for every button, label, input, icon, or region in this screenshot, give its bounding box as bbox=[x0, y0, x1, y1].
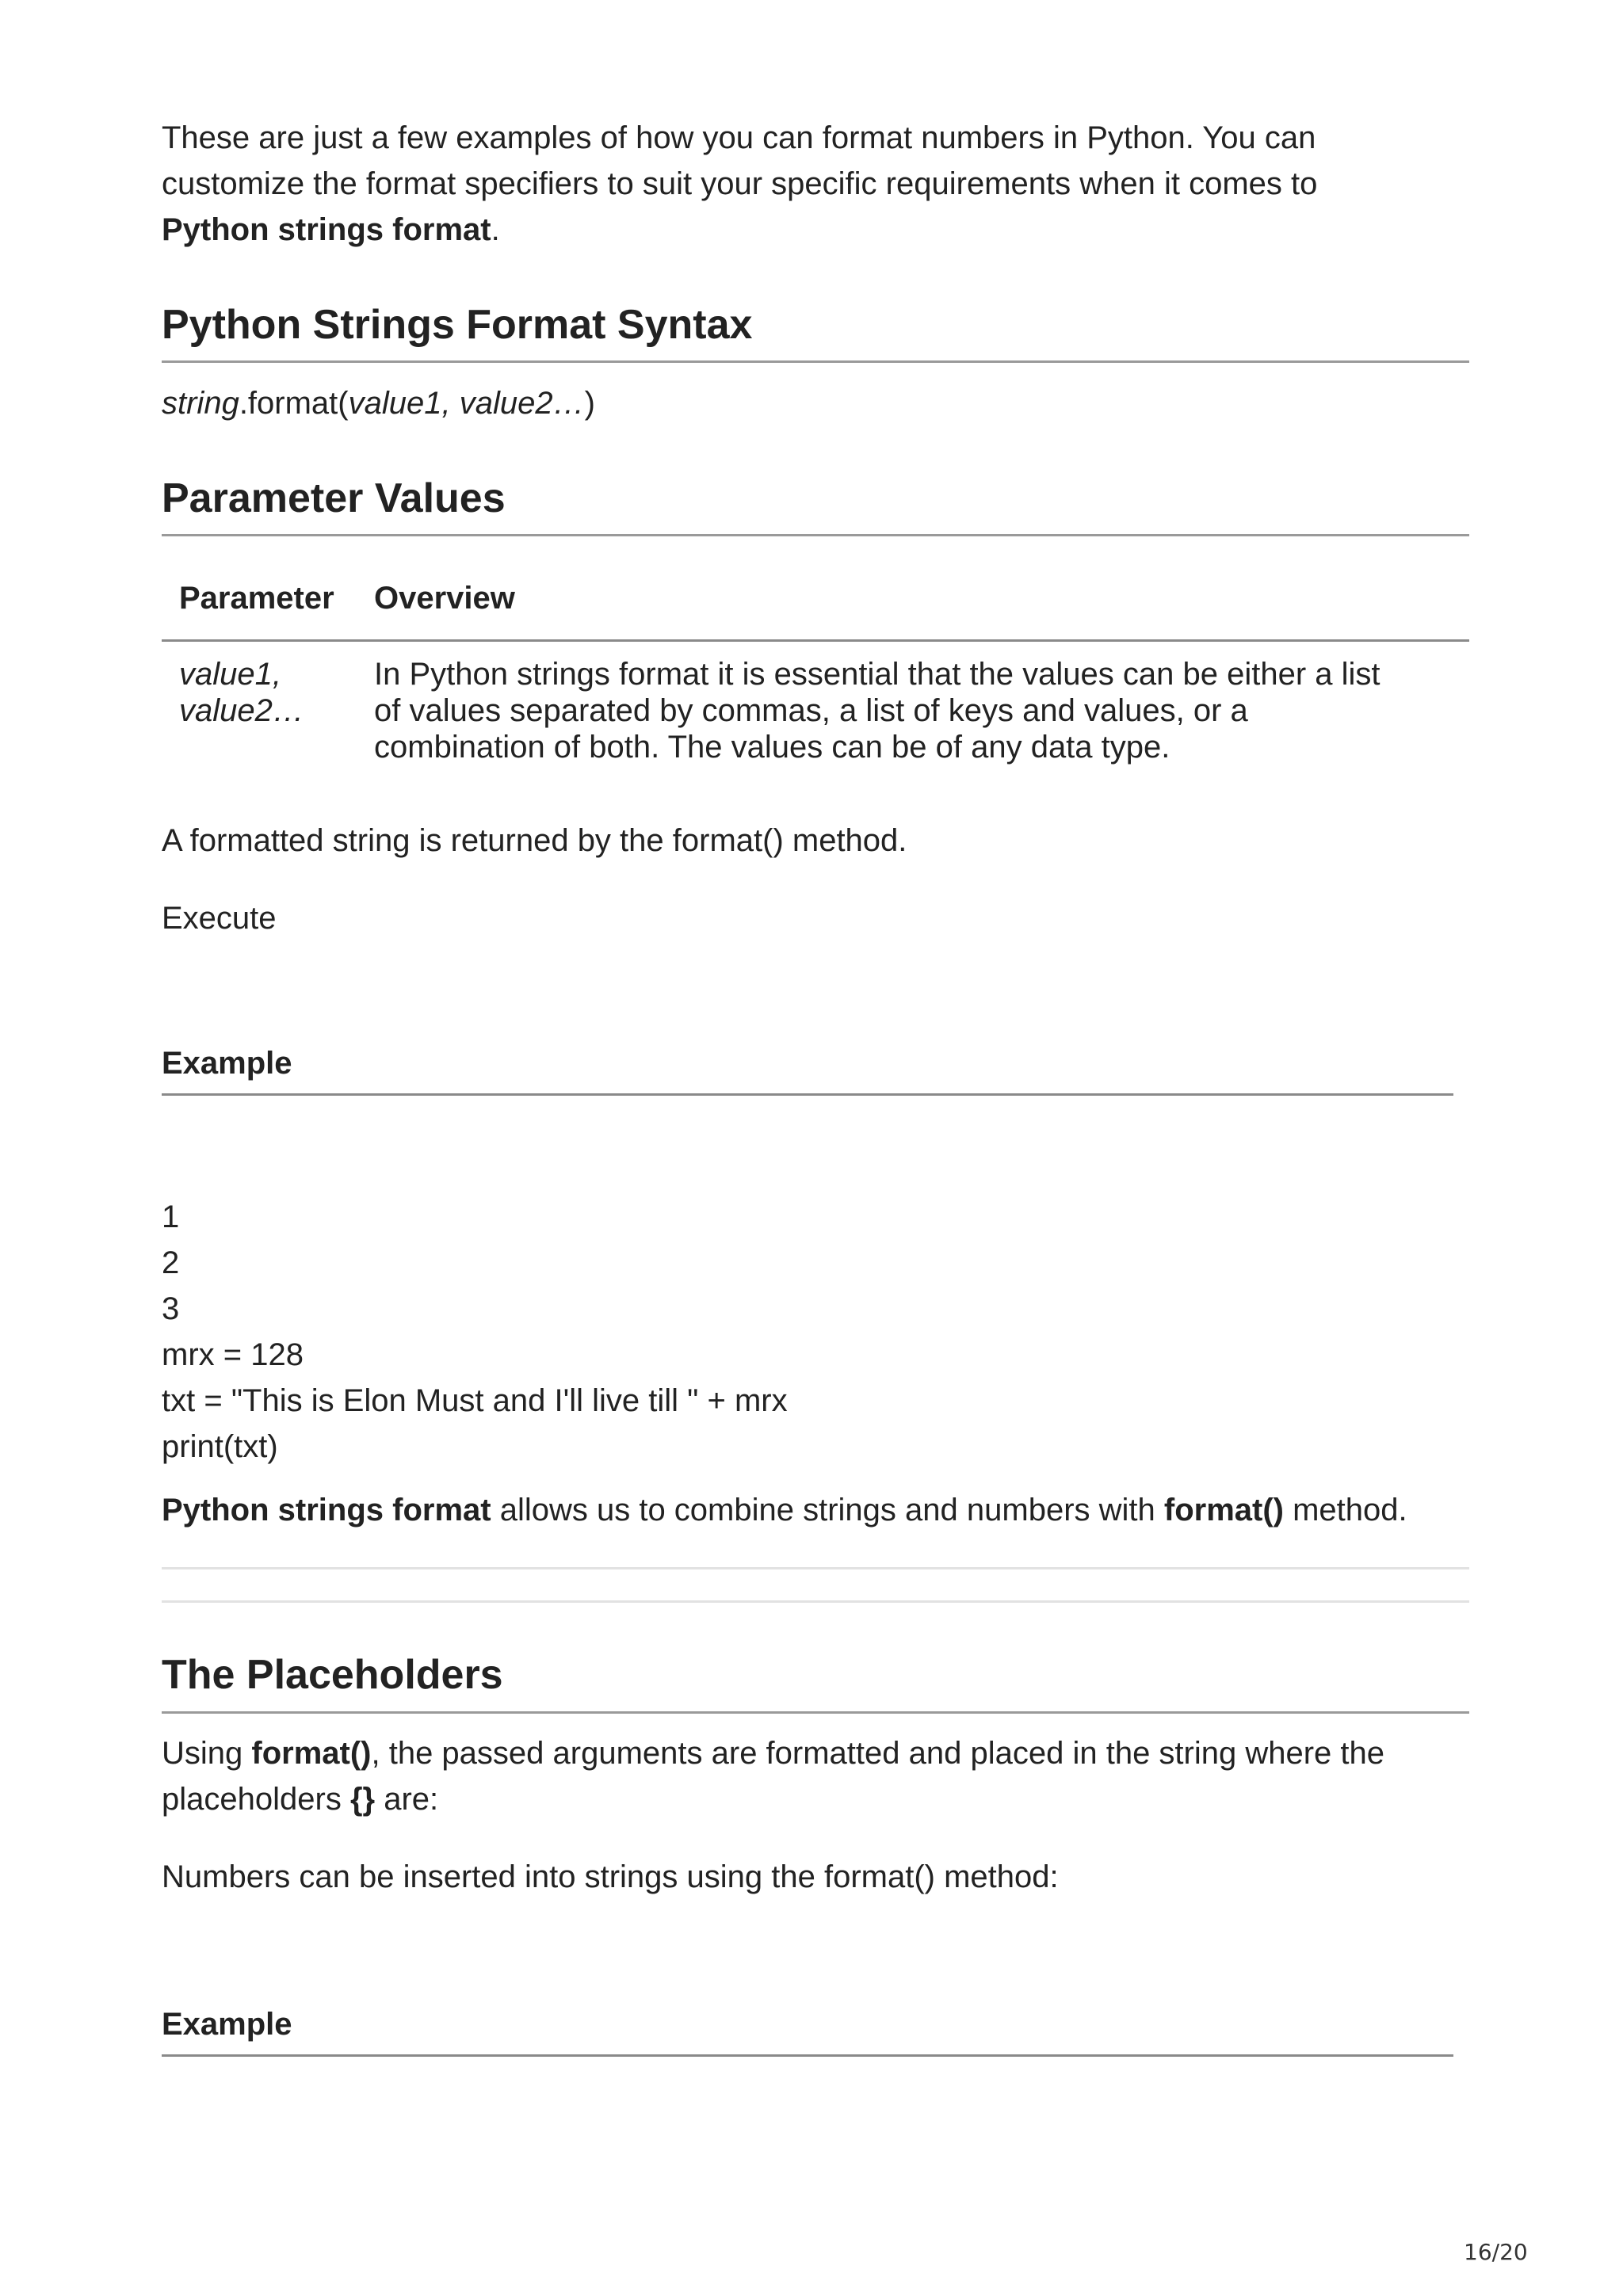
code-line: mrx = 128 bbox=[162, 1337, 304, 1372]
code-line: 2 bbox=[162, 1245, 180, 1280]
separator-rule bbox=[162, 1600, 1469, 1603]
intro-line-2: customize the format specifiers to suit your specific requirements when it comes to bbox=[162, 166, 1318, 201]
table-header-parameter: Parameter bbox=[179, 581, 334, 616]
numbers-text: Numbers can be inserted into strings using the format() method: bbox=[162, 1859, 1059, 1894]
syntax-line: string.format(value1, value2…) bbox=[162, 386, 595, 421]
intro-paragraph: These are just a few examples of how you can format numbers in Python. You can customize the format specifiers to suit your specific requirements when it comes to Python strings format. bbox=[162, 115, 1317, 253]
table-header-rule bbox=[162, 639, 1469, 642]
intro-bold: Python strings format bbox=[162, 212, 491, 247]
code-line: 1 bbox=[162, 1199, 180, 1234]
example-2-heading: Example bbox=[162, 2007, 292, 2042]
placeholders-heading-rule bbox=[162, 1711, 1469, 1714]
placeholders-paragraph: Using format(), the passed arguments are formatted and placed in the string where the placeholders {} are: bbox=[162, 1736, 1385, 1817]
separator-rule bbox=[162, 1567, 1469, 1569]
syntax-heading: Python Strings Format Syntax bbox=[162, 302, 753, 348]
example-2-rule bbox=[162, 2054, 1453, 2057]
code-line: txt = "This is Elon Must and I'll live till " + mrx bbox=[162, 1383, 788, 1418]
syntax-heading-rule bbox=[162, 360, 1469, 363]
params-heading: Parameter Values bbox=[162, 475, 506, 521]
placeholders-heading: The Placeholders bbox=[162, 1652, 503, 1698]
example-1-code bbox=[162, 1194, 788, 1470]
table-cell-overview: In Python strings format it is essential that the values can be either a list of values separated by commas, a list of keys and values, or a combination of both. The values can be of any data type. bbox=[374, 657, 1381, 765]
example-1-heading: Example bbox=[162, 1046, 292, 1081]
combine-text: Python strings format allows us to combine strings and numbers with format() method. bbox=[162, 1493, 1407, 1527]
example-1-rule bbox=[162, 1093, 1453, 1096]
page-number: 16/20 bbox=[1464, 2239, 1528, 2265]
execute-text: Execute bbox=[162, 901, 277, 936]
code-line: print(txt) bbox=[162, 1429, 278, 1464]
params-heading-rule bbox=[162, 534, 1469, 536]
table-cell-parameter: value1, value2… bbox=[179, 657, 304, 728]
code-line: 3 bbox=[162, 1291, 180, 1326]
table-header-overview: Overview bbox=[374, 581, 515, 616]
returned-text: A formatted string is returned by the format() method. bbox=[162, 823, 907, 858]
intro-line-1: These are just a few examples of how you can format numbers in Python. You can bbox=[162, 120, 1316, 155]
